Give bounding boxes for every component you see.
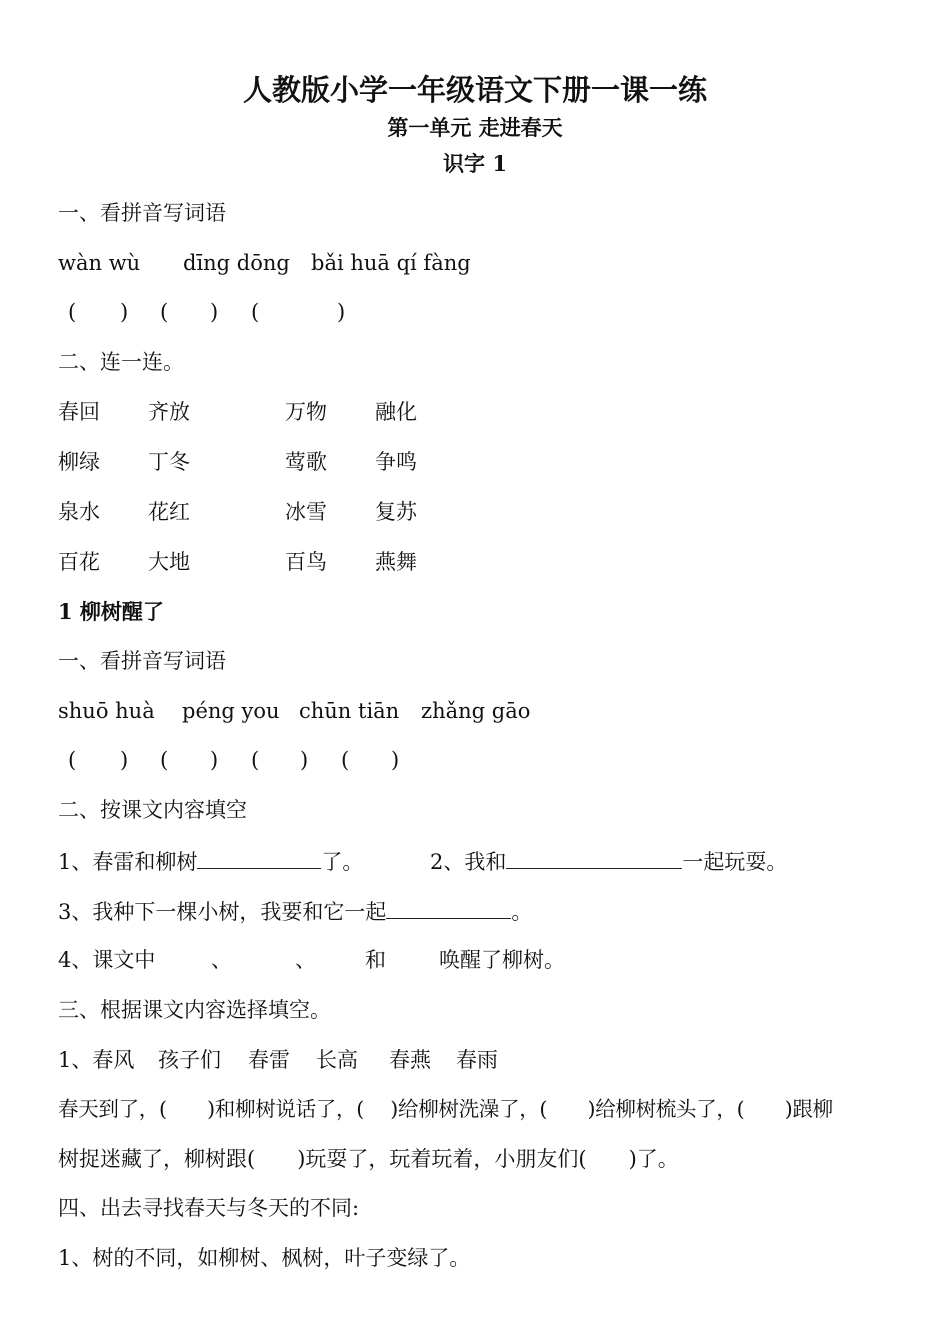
fill-prefix: 3、我种下一棵小树，我要和它一起 xyxy=(58,900,387,924)
paragraph-line: 树捉迷藏了，柳树跟( )玩耍了，玩着玩着，小朋友们( )了。 xyxy=(58,1147,679,1171)
match-word: 齐放 xyxy=(148,400,190,424)
fill-blank-line xyxy=(58,850,363,873)
answer-paren-close: ) xyxy=(120,300,129,324)
match-word: 百鸟 xyxy=(285,550,327,574)
answer-paren-open: ( xyxy=(160,748,169,772)
pinyin-item: shuō huà xyxy=(58,699,155,723)
fill-blank-line xyxy=(58,900,532,923)
answer-paren-open: ( xyxy=(160,300,169,324)
word-bank-item: 春雨 xyxy=(456,1048,498,1072)
word-bank-item: 1、春风 xyxy=(58,1048,135,1072)
pinyin-item: zhǎng gāo xyxy=(421,699,531,723)
word-bank-item: 春燕 xyxy=(389,1048,431,1072)
pinyin-item: dīng dōng xyxy=(183,251,290,275)
section-heading: 二、连一连。 xyxy=(58,350,184,374)
fill-blank-separator: 、 xyxy=(211,948,232,972)
fill-suffix: 。 xyxy=(511,900,533,924)
section-heading: 四、出去寻找春天与冬天的不同: xyxy=(58,1196,360,1220)
fill-blank-suffix: 唤醒了柳树。 xyxy=(439,948,565,972)
answer-paren-open: ( xyxy=(68,300,77,324)
match-word: 泉水 xyxy=(58,500,100,524)
lesson-heading: 1 柳树醒了 xyxy=(58,599,164,624)
fill-suffix: 了。 xyxy=(321,850,364,874)
fill-blank-line xyxy=(430,850,787,873)
fill-blank-separator: 、 xyxy=(295,948,316,972)
answer-paren-close: ) xyxy=(120,748,129,772)
answer-blank[interactable] xyxy=(197,850,321,869)
match-word: 柳绿 xyxy=(58,450,100,474)
answer-blank[interactable] xyxy=(506,850,682,869)
fill-prefix: 2、我和 xyxy=(430,850,507,874)
pinyin-item: bǎi huā qí fàng xyxy=(311,251,471,275)
section-heading: 二、按课文内容填空 xyxy=(58,798,247,822)
answer-paren-open: ( xyxy=(68,748,77,772)
answer-blank[interactable] xyxy=(386,900,511,919)
list-item: 1、树的不同，如柳树、枫树，叶子变绿了。 xyxy=(58,1246,471,1270)
word-bank-item: 春雷 xyxy=(248,1048,290,1072)
section-heading: 三、根据课文内容选择填空。 xyxy=(58,998,331,1022)
answer-paren-open: ( xyxy=(251,300,260,324)
match-word: 大地 xyxy=(148,550,190,574)
match-word: 万物 xyxy=(285,400,327,424)
match-word: 融化 xyxy=(375,400,417,424)
answer-paren-close: ) xyxy=(337,300,346,324)
fill-prefix: 1、春雷和柳树 xyxy=(58,850,198,874)
unit-title: 第一单元 走进春天 xyxy=(387,115,563,140)
fill-suffix: 一起玩耍。 xyxy=(682,850,788,874)
pinyin-item: péng you xyxy=(182,699,280,723)
fill-blank-separator: 和 xyxy=(365,948,386,972)
match-word: 春回 xyxy=(58,400,100,424)
match-word: 冰雪 xyxy=(285,500,327,524)
paragraph-line: 春天到了，( )和柳树说话了，( )给柳树洗澡了，( )给柳树梳头了，( )跟柳 xyxy=(58,1097,833,1121)
word-bank-item: 孩子们 xyxy=(158,1048,221,1072)
answer-paren-close: ) xyxy=(210,300,219,324)
answer-paren-open: ( xyxy=(251,748,260,772)
worksheet-title: 人教版小学一年级语文下册一课一练 xyxy=(242,73,707,107)
match-word: 莺歌 xyxy=(285,450,327,474)
pinyin-item: chūn tiān xyxy=(299,699,400,723)
match-word: 花红 xyxy=(148,500,190,524)
section-heading: 一、看拼音写词语 xyxy=(58,201,226,225)
answer-paren-close: ) xyxy=(300,748,309,772)
lesson-title: 识字 1 xyxy=(443,151,507,176)
match-word: 百花 xyxy=(58,550,100,574)
section-heading: 一、看拼音写词语 xyxy=(58,649,226,673)
match-word: 燕舞 xyxy=(375,550,417,574)
match-word: 争鸣 xyxy=(375,450,417,474)
pinyin-item: wàn wù xyxy=(58,251,141,275)
answer-paren-close: ) xyxy=(210,748,219,772)
fill-blank-prefix: 4、课文中 xyxy=(58,948,156,972)
word-bank-item: 长高 xyxy=(316,1048,358,1072)
answer-paren-close: ) xyxy=(391,748,400,772)
answer-paren-open: ( xyxy=(341,748,350,772)
match-word: 丁冬 xyxy=(148,450,190,474)
match-word: 复苏 xyxy=(375,500,417,524)
